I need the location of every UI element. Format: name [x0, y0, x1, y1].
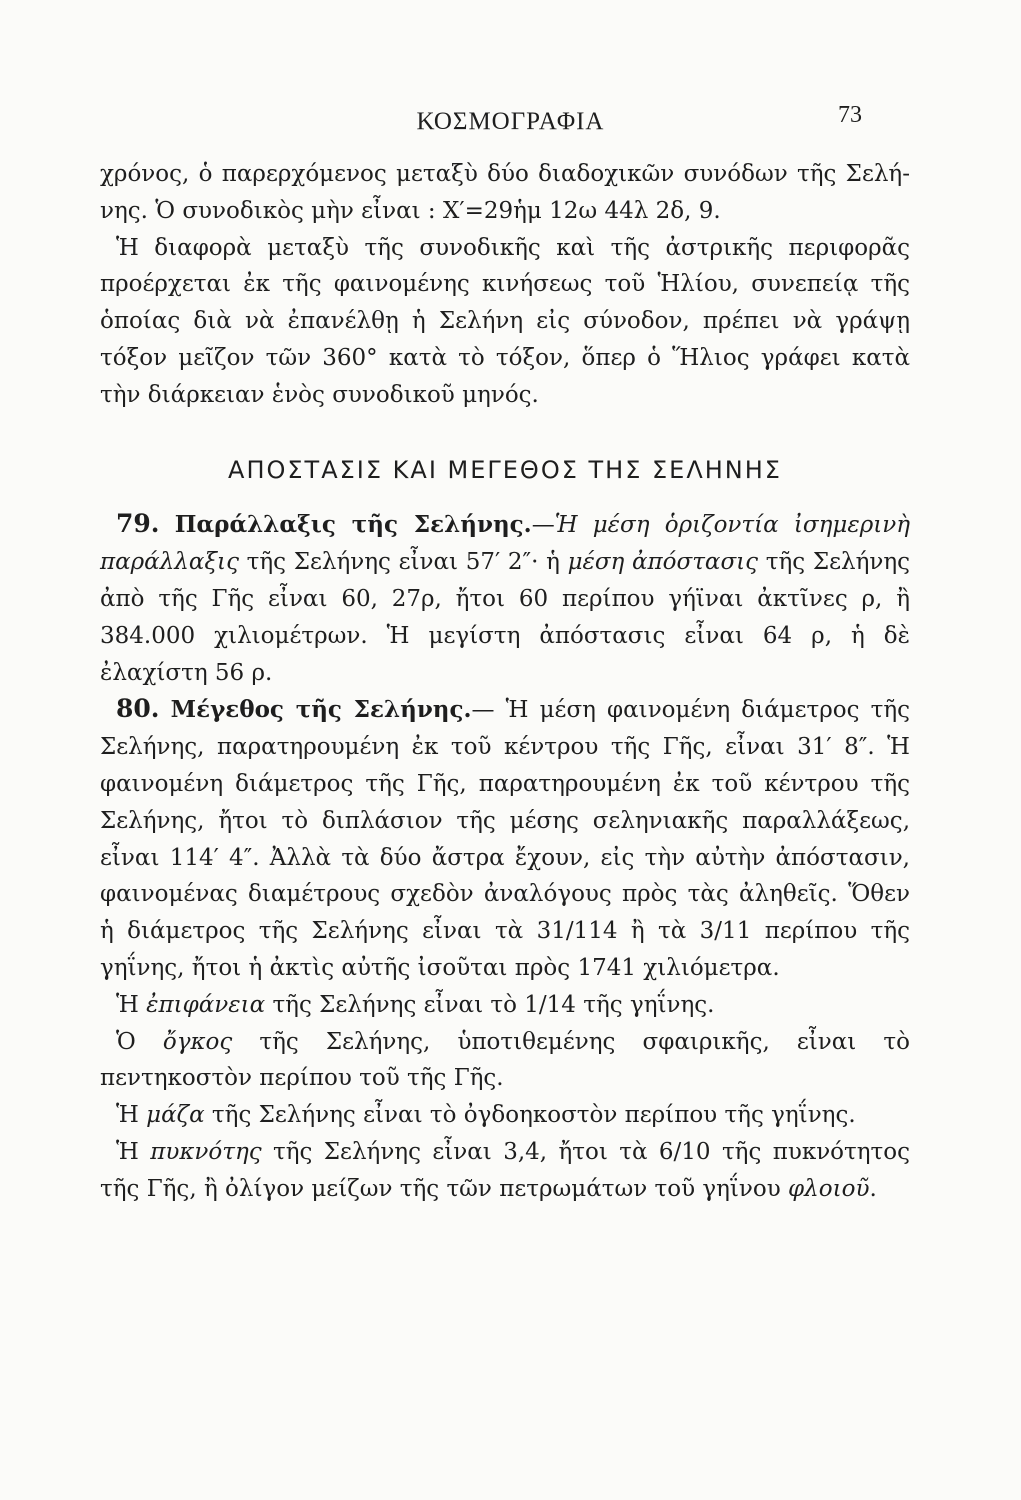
text-80: Ἡ μέση φαινομένη διάμετρος τῆς Σελήνης, παρατηρουμένη ἐκ τοῦ κέντρου τῆς Γῆς, εἶναι 31′ 8″. Ἡ φαινομένη διάμετρος τῆς Γῆς, παρατηρουμένη ἐκ τοῦ κέντρου τῆς Σελήνης, ἤτοι τὸ διπλάσιον τῆς μέσης σεληνιακῆς παραλλάξεως, εἶναι 114′ 4″. Ἀλλὰ τὰ δύο ἄστρα ἔχουν, εἰς τὴν αὐτὴν ἀπόστασιν, φαινομένας διαμέτρους σχεδὸν ἀναλόγους πρὸς τὰς ἀληθεῖς. Ὅθεν ἡ διάμετρος τῆς Σελήνης εἶναι τὰ 31/114 ἢ τὰ 3/11 περίπου τῆς γηΐνης, ἤτοι ἡ ἀκτὶς αὐτῆς ἰσοῦται πρὸς 1741 χιλιόμετρα. [100, 697, 911, 981]
prefix-density: Ἡ [116, 1138, 151, 1165]
paragraph-surface [100, 987, 910, 1024]
prefix-volume: Ὁ [116, 1028, 163, 1055]
period-density: . [869, 1175, 877, 1202]
dash-79: — [531, 512, 555, 539]
section-number-80: 80. [116, 694, 160, 724]
text-volume: τῆς Σελήνης, ὑποτιθεμένης σφαιρικῆς, εἶναι τὸ πεντηκοστὸν περίπου τοῦ τῆς Γῆς. [100, 1028, 910, 1092]
paragraph-mass [100, 1097, 910, 1134]
paragraph-density [100, 1134, 910, 1208]
section-heading: ΑΠΟΣΤΑΣΙΣ ΚΑΙ ΜΕΓΕΘΟΣ ΤΗΣ ΣΕΛΗΝΗΣ [228, 455, 782, 484]
paragraph-79 [100, 506, 910, 691]
italic-term-mass: μάζα [146, 1102, 205, 1129]
text-79-a: τῆς Σελήνης εἶναι 57′ 2″· ἡ [238, 549, 568, 576]
italic-term-distance: μέση ἀπόστασις [567, 549, 759, 576]
italic-term-volume: ὄγκος [162, 1028, 233, 1055]
body-text [100, 156, 910, 1208]
italic-term-parallax: Ἡ μέση ὁριζοντία ἰσημερινὴ παράλλαξις [100, 512, 910, 576]
paragraph-volume [100, 1024, 910, 1098]
italic-term-crust: φλοιοῦ [788, 1175, 870, 1202]
paragraph-intro-1: χρόνος, ὁ παρερχόμενος μεταξὺ δύο διαδοχικῶν συνόδων τῆς Σελή-νης. Ὁ συνοδικὸς μὴν εἶναι : Χ′=29ἡμ 12ω 44λ 2δ, 9. [100, 161, 910, 224]
paragraph-intro-2: Ἡ διαφορὰ μεταξὺ τῆς συνοδικῆς καὶ τῆς ἀστρικῆς περιφορᾶς προέρχεται ἐκ τῆς φαινομένης κινήσεως τοῦ Ἡλίου, συνεπείᾳ τῆς ὁποίας διὰ νὰ ἐπανέλθῃ ἡ Σελήνη εἰς σύνοδον, πρέπει νὰ γράψῃ τόξον μεῖζον τῶν 360° κατὰ τὸ τόξον, ὅπερ ὁ Ἥλιος γράφει κατὰ τὴν διάρκειαν ἑνὸς συνοδικοῦ μηνός. [100, 234, 910, 408]
prefix-surface: Ἡ [116, 991, 147, 1018]
section-title-79: Παράλλαξις τῆς Σελήνης. [174, 511, 532, 539]
text-mass: τῆς Σελήνης εἶναι τὸ ὀγδοηκοστὸν περίπου τῆς γηΐνης. [204, 1102, 856, 1129]
section-number-79: 79. [116, 509, 160, 539]
text-surface: τῆς Σελήνης εἶναι τὸ 1/14 τῆς γηΐνης. [265, 991, 715, 1018]
paragraph-80 [100, 691, 910, 986]
prefix-mass: Ἡ [116, 1102, 147, 1129]
text-79-b: τῆς Σελήνης ἀπὸ τῆς Γῆς εἶναι 60, 27ρ, ἤτοι 60 περίπου γήϊναι ἀκτῖνες ρ, ἢ 384.000 χιλιομέτρων. Ἡ μεγίστη ἀπόστασις εἶναι 64 ρ, ἡ δὲ ἐλαχίστη 56 ρ. [100, 549, 911, 686]
italic-term-surface: ἐπιφάνεια [146, 991, 266, 1018]
running-title: ΚΟΣΜΟΓΡΑΦΙΑ [416, 108, 605, 135]
section-title-80: Μέγεθος τῆς Σελήνης. [170, 696, 472, 724]
page-number: 73 [838, 102, 862, 128]
italic-term-density: πυκνότης [150, 1138, 262, 1165]
text-density: τῆς Σελήνης εἶναι 3,4, ἤτοι τὰ 6/10 τῆς πυκνότητος τῆς Γῆς, ἢ ὀλίγον μείζων τῆς τῶν πετρωμάτων τοῦ γηΐνου [100, 1138, 910, 1202]
dash-80: — [471, 697, 495, 724]
